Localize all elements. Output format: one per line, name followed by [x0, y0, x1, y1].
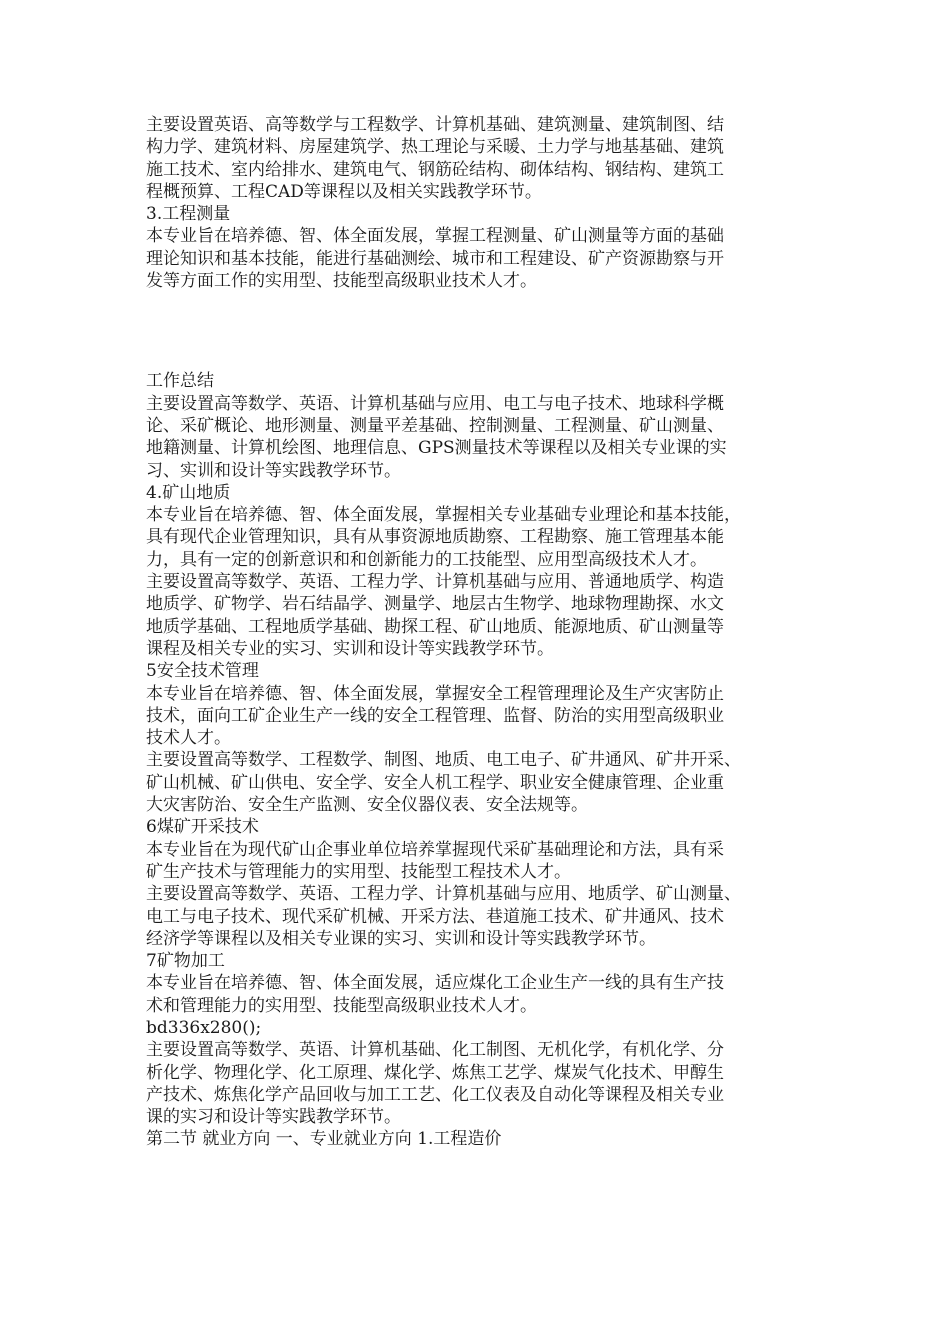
text-line: 6煤矿开采技术 — [146, 817, 259, 838]
text-line: 5安全技术管理 — [146, 661, 259, 682]
text-block-main — [146, 370, 811, 1150]
text-line: 矿生产技术与管理能力的实用型、技能型工程技术人才。 — [146, 861, 571, 882]
text-line: 课的实习和设计等实践教学环节。 — [146, 1107, 401, 1128]
text-block-top — [146, 114, 811, 292]
text-line: bd336x280(); — [146, 1017, 262, 1038]
text-line: 技术，面向工矿企业生产一线的安全工程管理、监督、防治的实用型高级职业 — [146, 705, 724, 726]
text-line: 矿山机械、矿山供电、安全学、安全人机工程学、职业安全健康管理、企业重 — [146, 772, 724, 793]
text-line: 本专业旨在培养德、智、体全面发展，掌握安全工程管理理论及生产灾害防止 — [146, 683, 724, 704]
text-line: 主要设置高等数学、英语、工程力学、计算机基础与应用、地质学、矿山测量、 — [146, 884, 741, 905]
text-line: 地质学基础、工程地质学基础、勘探工程、矿山地质、能源地质、矿山测量等 — [146, 616, 724, 637]
text-line: 技术人才。 — [146, 728, 231, 749]
text-line: 发等方面工作的实用型、技能型高级职业技术人才。 — [146, 271, 537, 292]
text-line: 程概预算、工程CAD等课程以及相关实践教学环节。 — [146, 181, 542, 202]
text-line: 3.工程测量 — [146, 204, 231, 225]
text-line: 第二节 就业方向 一、专业就业方向 1.工程造价 — [146, 1129, 502, 1150]
text-line: 课程及相关专业的实习、实训和设计等实践教学环节。 — [146, 638, 554, 659]
text-line: 习、实训和设计等实践教学环节。 — [146, 460, 401, 481]
document-page — [146, 114, 811, 1151]
text-line: 本专业旨在为现代矿山企事业单位培养掌握现代采矿基础理论和方法，具有采 — [146, 839, 724, 860]
text-line: 本专业旨在培养德、智、体全面发展，掌握工程测量、矿山测量等方面的基础 — [146, 226, 724, 247]
text-line: 主要设置高等数学、工程数学、制图、地质、电工电子、矿井通风、矿井开采、 — [146, 750, 741, 771]
text-line: 主要设置高等数学、英语、工程力学、计算机基础与应用、普通地质学、构造 — [146, 572, 724, 593]
text-line: 主要设置高等数学、英语、计算机基础、化工制图、无机化学，有机化学、分 — [146, 1040, 724, 1061]
text-line: 理论知识和基本技能，能进行基础测绘、城市和工程建设、矿产资源勘察与开 — [146, 248, 724, 269]
text-line: 本专业旨在培养德、智、体全面发展，适应煤化工企业生产一线的具有生产技 — [146, 973, 724, 994]
text-line: 工作总结 — [146, 371, 214, 392]
text-line: 本专业旨在培养德、智、体全面发展，掌握相关专业基础专业理论和基本技能， — [146, 505, 741, 526]
text-line: 主要设置高等数学、英语、计算机基础与应用、电工与电子技术、地球科学概 — [146, 393, 724, 414]
text-line: 术和管理能力的实用型、技能型高级职业技术人才。 — [146, 995, 537, 1016]
text-line: 7矿物加工 — [146, 951, 225, 972]
text-line: 析化学、物理化学、化工原理、煤化学、炼焦工艺学、煤炭气化技术、甲醇生 — [146, 1062, 724, 1083]
text-line: 地籍测量、计算机绘图、地理信息、GPS测量技术等课程以及相关专业课的实 — [146, 438, 727, 459]
text-line: 具有现代企业管理知识，具有从事资源地质勘察、工程勘察、施工管理基本能 — [146, 527, 724, 548]
text-line: 4.矿山地质 — [146, 482, 231, 503]
text-line: 施工技术、室内给排水、建筑电气、钢筋砼结构、砌体结构、钢结构、建筑工 — [146, 159, 724, 180]
text-line: 力，具有一定的创新意识和和创新能力的工技能型、应用型高级技术人才。 — [146, 549, 707, 570]
text-line: 地质学、矿物学、岩石结晶学、测量学、地层古生物学、地球物理勘探、水文 — [146, 594, 724, 615]
text-line: 主要设置英语、高等数学与工程数学、计算机基础、建筑测量、建筑制图、结 — [146, 115, 724, 135]
page-gap — [146, 292, 811, 370]
text-line: 构力学、建筑材料、房屋建筑学、热工理论与采暖、土力学与地基基础、建筑 — [146, 137, 724, 158]
text-line: 电工与电子技术、现代采矿机械、开采方法、巷道施工技术、矿井通风、技术 — [146, 906, 724, 927]
text-line: 大灾害防治、安全生产监测、安全仪器仪表、安全法规等。 — [146, 795, 588, 816]
text-line: 论、采矿概论、地形测量、测量平差基础、控制测量、工程测量、矿山测量、 — [146, 415, 724, 436]
text-line: 产技术、炼焦化学产品回收与加工工艺、化工仪表及自动化等课程及相关专业 — [146, 1084, 724, 1105]
text-line: 经济学等课程以及相关专业课的实习、实训和设计等实践教学环节。 — [146, 928, 656, 949]
